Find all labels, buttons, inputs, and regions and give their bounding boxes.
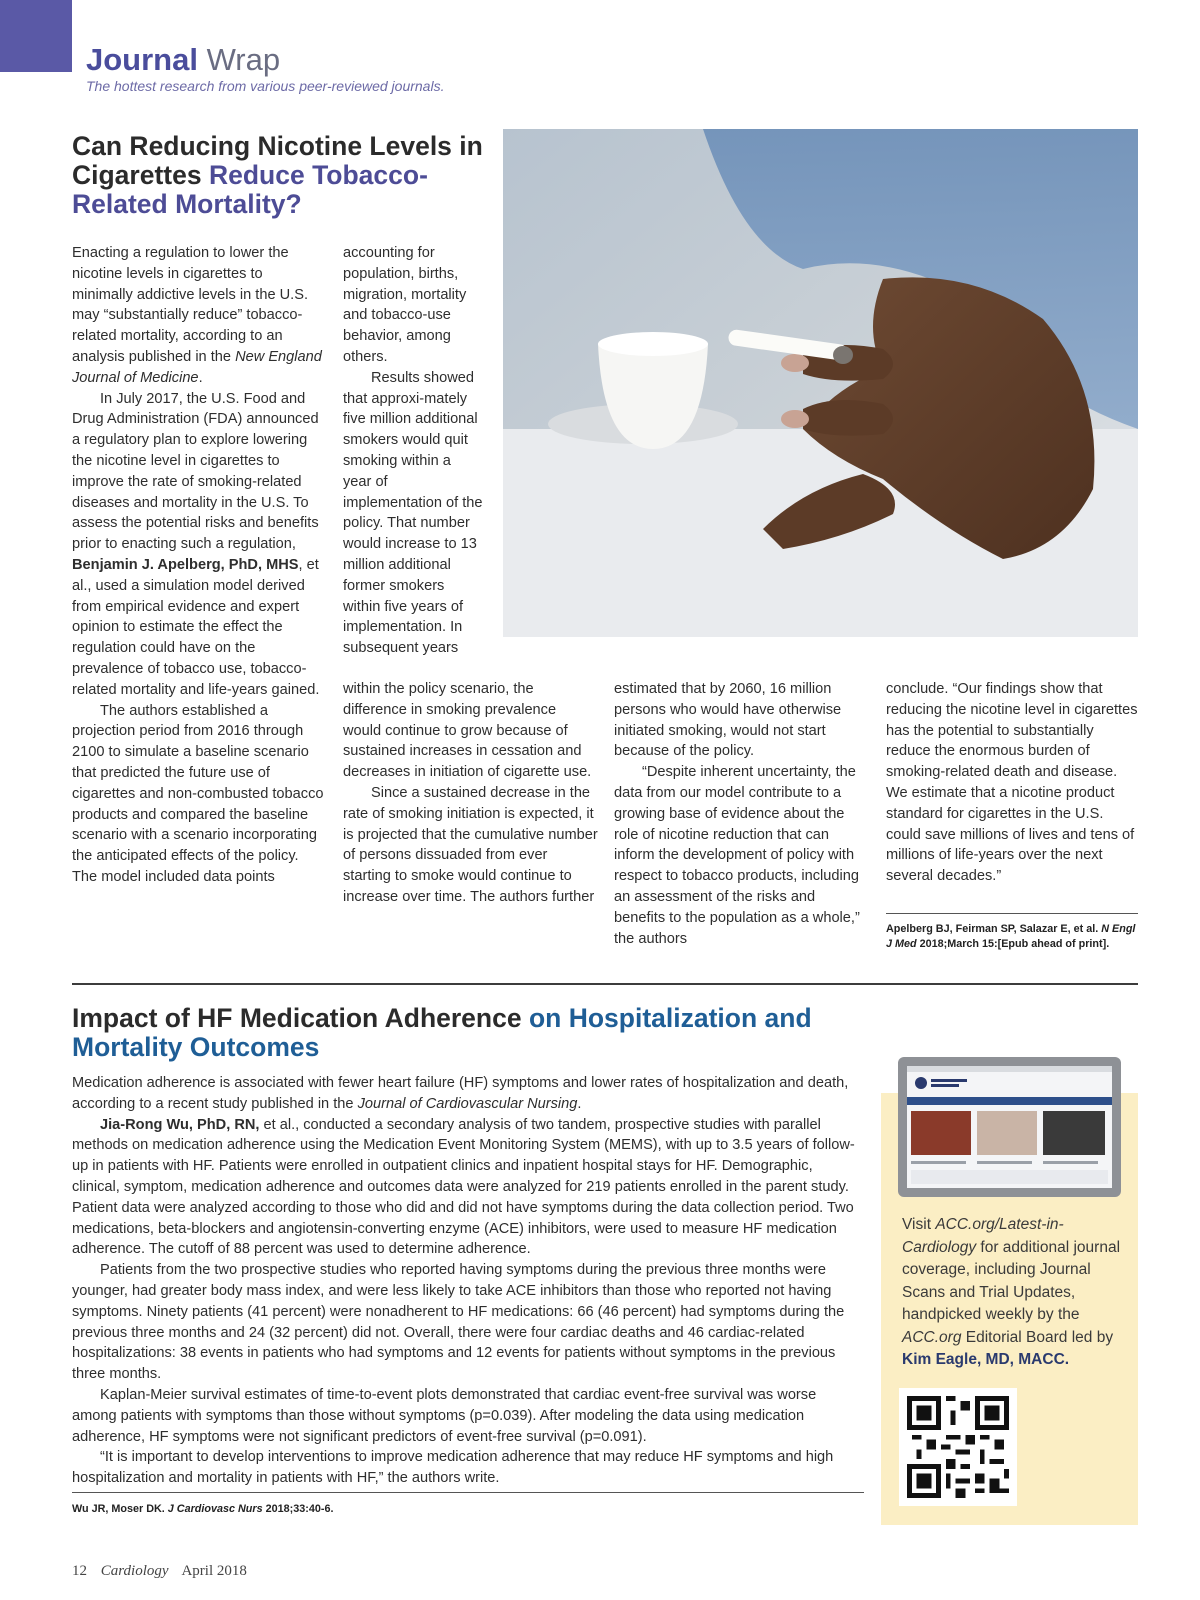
article1-column-4	[886, 679, 1138, 887]
article1-reference	[886, 913, 1138, 952]
text: Enacting a regulation to lower the nicotine levels in cigarettes to minimally addictive levels in the U.S. may “substantially reduce” tobacco-related mortality, according to an analysis published in the	[72, 245, 309, 365]
article1-paragraph-6: within the policy scenario, the difference in smoking prevalence would continue to grow because of sustained increases in cessation and decreases in initiation of cigarette use.	[343, 681, 592, 781]
text: Wu JR, Moser DK.	[72, 1503, 168, 1515]
author-name: Benjamin J. Apelberg, PhD, MHS	[72, 556, 299, 573]
article1-paragraph-10: conclude. “Our findings show that reducing the nicotine level in cigarettes has the potential to substantially reduce the enormous burden of smoking-related death and disease. We estimate that a nicotine product standard for cigarettes in the U.S. could save millions of lives and tens of millions of life-years over the next several decades.”	[886, 681, 1138, 885]
article2-paragraph-2	[72, 1115, 862, 1261]
hand-cigarette-photo	[503, 129, 1138, 637]
article2-paragraph-3: Patients from the two prospective studies who reported having symptoms during the previous three months were younger, had greater body mass index, and were less likely to take ACE inhibitors than those who reported not having symptoms. Ninety patients (41 percent) were nonadherent to HF medications: 66 (46 percent) had symptoms during the previous three months and 24 (32 percent) did not. Overall, there were four cardiac deaths and 46 cardiac-related hospitalizations: 38 events in patients who had symptoms and 12 events for patients without symptoms in the previous three months.	[72, 1262, 845, 1383]
article1-column-2-bottom	[343, 679, 598, 908]
issue-date: April 2018	[181, 1563, 247, 1579]
article2-headline	[72, 1004, 832, 1062]
article1-paragraph-9: “Despite inherent uncertainty, the data from our model contribute to a growing base of evidence about the role of nicotine reduction that can inform the development of policy with respect to tobacco products, including an assessment of the risks and benefits to the population as a whole,” the authors	[614, 764, 860, 947]
article1-headline	[72, 132, 492, 219]
article2-reference	[72, 1492, 864, 1515]
author-name: Jia-Rong Wu, PhD, RN,	[100, 1116, 260, 1133]
editor-name: Kim Eagle, MD, MACC.	[902, 1351, 1070, 1368]
section-title-light: Wrap	[206, 42, 281, 77]
journal-name: J Cardiovasc Nurs	[167, 1503, 263, 1515]
article1-column-2-top	[343, 243, 483, 659]
article1-paragraph-7: Since a sustained decrease in the rate of smoking initiation is expected, it is projected that the cumulative number of persons dissuaded from ever starting to smoke would continue to increase over time. The authors further	[343, 784, 598, 905]
text: Medication adherence is associated with fewer heart failure (HF) symptoms and lower rates of hospitalization and death, according to a recent study published in the	[72, 1075, 849, 1112]
section-subtitle: The hottest research from various peer-reviewed journals.	[86, 78, 445, 94]
journal-name: Journal of Cardiovascular Nursing	[357, 1095, 578, 1112]
laptop-screenshot	[898, 1057, 1121, 1197]
article1-paragraph-8: estimated that by 2060, 16 million persons who would have otherwise initiated smoking, would not start because of the policy.	[614, 681, 842, 760]
article2-headline-plain: Impact of HF Medication Adherence	[72, 1003, 522, 1033]
article2-body	[72, 1073, 862, 1489]
acc-org-link[interactable]: ACC.org	[902, 1328, 962, 1346]
text: Editorial Board led by	[961, 1328, 1114, 1346]
article1-paragraph-1	[72, 243, 327, 389]
acc-latest-link[interactable]: ACC.org/Latest-in-Cardiology	[902, 1216, 1064, 1256]
text: 2018;33:40-6.	[262, 1503, 334, 1515]
website-preview	[907, 1066, 1112, 1188]
journal-name: N Engl J Med	[886, 923, 1136, 950]
text: .	[577, 1095, 582, 1112]
article1-headline-plain: Can Reducing Nicotine Levels in Cigarettes	[72, 131, 483, 190]
text: , et al., used a simulation model derived from empirical evidence and expert opinion to estimate the effect the regulation could have on the prevalence of tobacco use, tobacco-related mortality and life-years gained.	[72, 556, 320, 698]
article1-column-3	[614, 679, 869, 949]
text: 2018;March 15:[Epub ahead of print].	[916, 938, 1110, 950]
magazine-name: Cardiology	[100, 1563, 169, 1579]
text: In July 2017, the U.S. Food and Drug Administration (FDA) announced a regulatory plan to explore lowering the nicotine level in cigarettes to improve the rate of smoking-related diseases and mortality in the U.S. To assess the potential risks and benefits prior to enacting such a regulation,	[72, 390, 319, 553]
text: et al., conducted a secondary analysis of two tandem, prospective studies with parallel methods on medication adherence using the Medication Event Monitoring System (MEMS), with up to 3.5 years of follow-up in patients with HF. Patients were enrolled in outpatient clinics and inpatient hospital stays for HF. Demographic, clinical, symptom, medication adherence and outcomes data were analyzed for 219 patients enrolled in the parent study. Patient data were analyzed according to those who did and did not have symptoms during the data collection period. Two medications, beta-blockers and angiotensin-converting enzyme (ACE) inhibitors, were used to measure HF medication adherence. The cutoff of 88 percent was used to determine adherence.	[72, 1116, 855, 1258]
corner-accent-block	[0, 0, 72, 72]
article1-column-1	[72, 243, 327, 888]
text: for additional journal coverage, including Journal Scans and Trial Updates, handpicked weekly by the	[902, 1238, 1121, 1323]
sidebar-text	[902, 1214, 1132, 1372]
qr-code[interactable]	[899, 1388, 1017, 1506]
article2-paragraph-4: Kaplan-Meier survival estimates of time-to-event plots demonstrated that cardiac event-free survival was worse among patients with symptoms than those without symptoms (p=0.039). After modeling the data using medication adherence, HF symptoms were not significant predictors of event-free survival (p=0.091).	[72, 1386, 817, 1445]
qr-code-graphic	[907, 1396, 1009, 1498]
article1-paragraph-5: Results showed that approxi-mately five million additional smokers would quit smoking within a year of implementation of the policy. That number would increase to 13 million additional former smokers within five years of implementation. In subsequent years	[343, 369, 483, 657]
text: Apelberg BJ, Feirman SP, Salazar E, et al.	[886, 923, 1102, 935]
article1-paragraph-2	[72, 389, 327, 701]
section-title-bold: Journal	[86, 42, 198, 77]
article2-headline-highlight: on Hospitalization and Mortality Outcomes	[72, 1003, 812, 1062]
article-divider	[72, 983, 1138, 985]
article2-paragraph-5: “It is important to develop interventions to improve medication adherence that may reduce HF symptoms and high hospitalization and mortality in patients with HF,” the authors write.	[72, 1449, 834, 1487]
section-title	[86, 42, 280, 78]
article2-paragraph-1	[72, 1073, 862, 1115]
page-number: 12	[72, 1563, 87, 1579]
article1-paragraph-4: accounting for population, births, migration, mortality and tobacco-use behavior, among others.	[343, 245, 467, 365]
journal-name: New England Journal of Medicine	[72, 348, 322, 386]
text: .	[198, 369, 203, 386]
article1-paragraph-3: The authors established a projection period from 2016 through 2100 to simulate a baseline scenario that predicted the future use of cigarettes and non-combusted tobacco products and compared the baseline scenario with a scenario incorporating the anticipated effects of the policy. The model included data points	[72, 702, 324, 885]
website-preview-illustration	[907, 1066, 1112, 1188]
article1-headline-highlight: Reduce Tobacco-Related Mortality?	[72, 160, 428, 219]
photo-illustration	[503, 129, 1138, 637]
text: Visit	[902, 1216, 936, 1233]
page-footer	[72, 1563, 257, 1580]
